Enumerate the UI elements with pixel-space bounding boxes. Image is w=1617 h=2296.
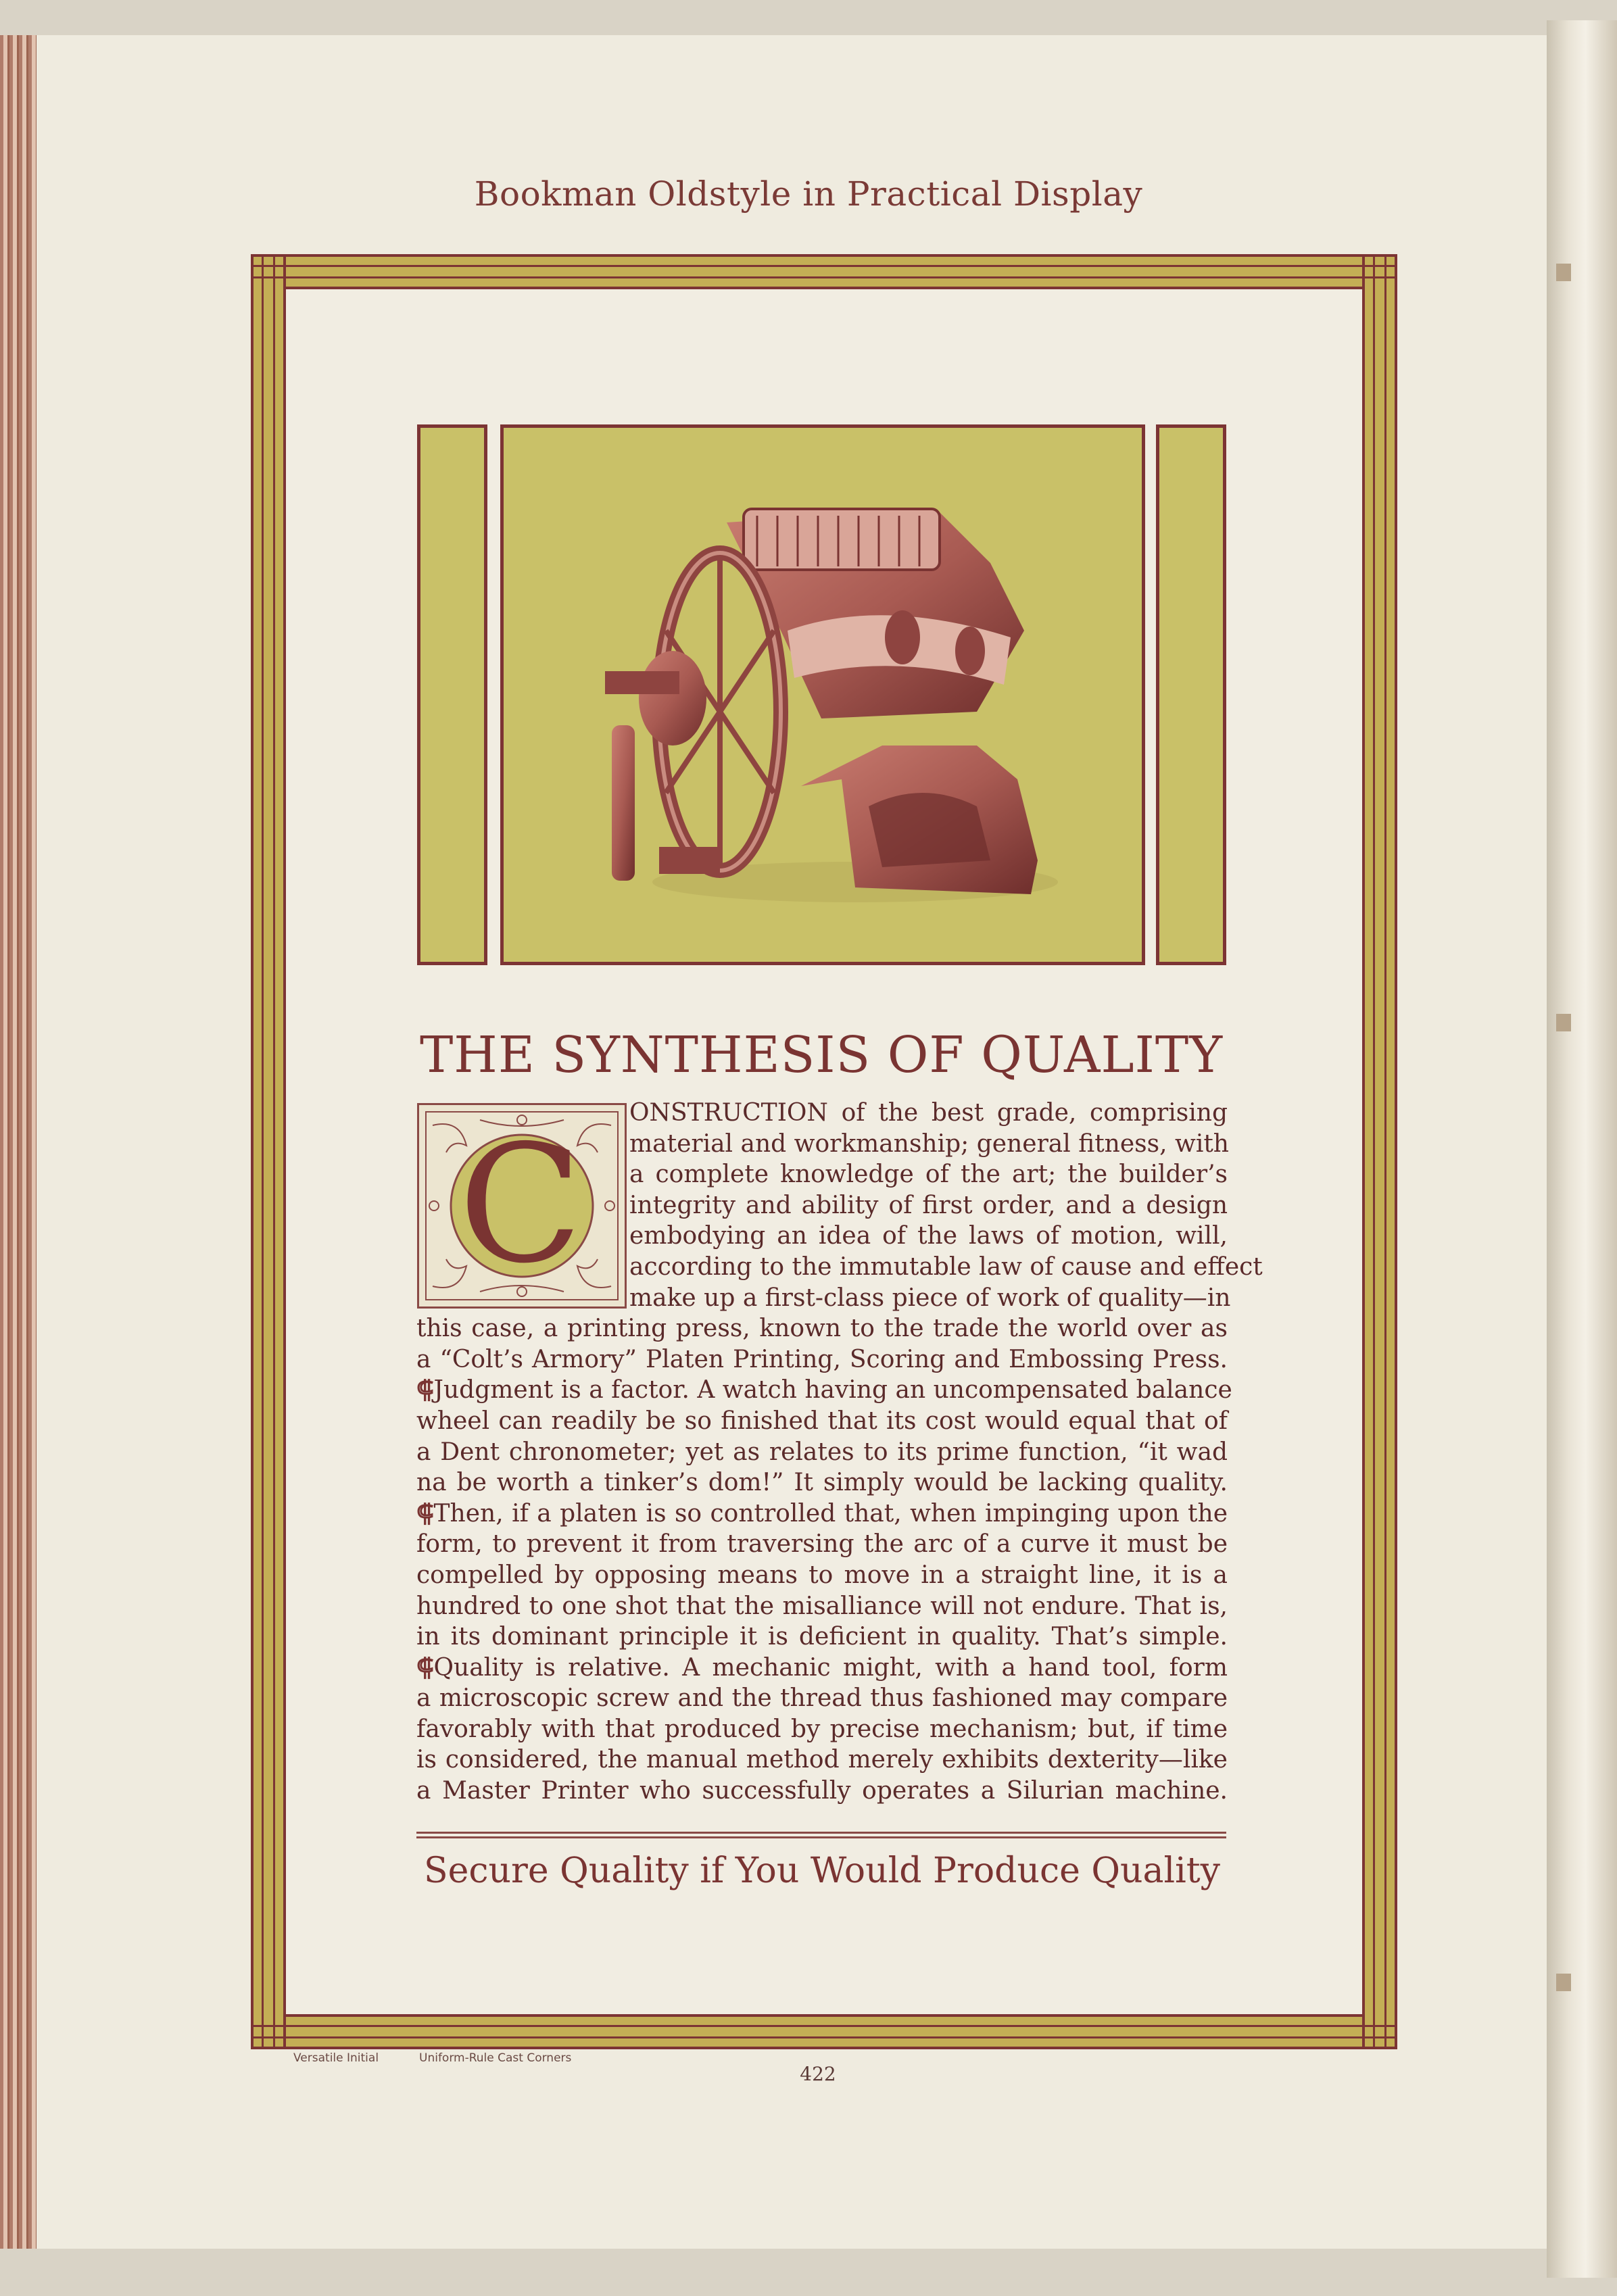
body-line — [416, 1683, 1228, 1714]
platen-press-icon — [504, 428, 1142, 962]
caption-initial: Versatile Initial — [293, 2051, 379, 2065]
body-line-text: make up a first-class piece of work of quality—in — [629, 1284, 1231, 1312]
body-line — [416, 1221, 1228, 1252]
body-line — [416, 1467, 1228, 1498]
frame-rule-right — [1362, 254, 1397, 2049]
headline: THE SYNTHESIS OF QUALITY — [419, 1026, 1224, 1084]
body-line — [416, 1159, 1228, 1190]
body-line — [416, 1529, 1228, 1560]
body-line-text: material and workmanship; general fitness, with — [629, 1129, 1229, 1158]
body-line-text: a Dent chronometer; yet as relates to its prime function, “it wad — [416, 1438, 1228, 1466]
caption-corners: Uniform-Rule Cast Corners — [419, 2051, 572, 2065]
page-number: 422 — [800, 2063, 836, 2085]
initial-letter: C — [458, 1110, 583, 1299]
book-page-edges-left — [0, 35, 37, 2249]
body-line — [416, 1591, 1228, 1622]
body-line — [416, 1560, 1228, 1591]
book-page-edges-right — [1547, 20, 1617, 2278]
body-line — [416, 1498, 1228, 1530]
binding-clip-icon — [1556, 264, 1571, 281]
body-line — [416, 1283, 1231, 1314]
body-line-text: a Master Printer who successfully operates a Silurian machine. — [416, 1777, 1228, 1805]
body-line-text: in its dominant principle it is deficient in quality. That’s simple. — [416, 1623, 1228, 1651]
body-line-text: Then, if a platen is so controlled that, when impinging upon the — [433, 1499, 1228, 1528]
body-line-text: ONSTRUCTION of the best grade, comprising — [629, 1099, 1228, 1127]
body-line — [416, 1129, 1228, 1160]
body-line-text: this case, a printing press, known to the trade the world over as — [416, 1315, 1228, 1343]
body-line-text: form, to prevent it from traversing the arc of a curve it must be — [416, 1530, 1228, 1559]
frame-rule-bottom — [251, 2014, 1397, 2049]
body-line-text: hundred to one shot that the misalliance will not endure. That is, — [416, 1592, 1228, 1620]
body-line-text: wheel can readily be so finished that its cost would equal that of — [416, 1407, 1228, 1435]
body-line — [416, 1344, 1228, 1375]
body-line-text: Judgment is a factor. A watch having an uncompensated balance — [433, 1376, 1232, 1405]
body-line — [416, 1098, 1228, 1129]
body-line — [416, 1744, 1228, 1776]
body-line — [416, 1252, 1263, 1283]
paragraph-mark-icon: ⸿ — [416, 1653, 434, 1682]
body-line-text: a complete knowledge of the art; the builder’s — [629, 1161, 1228, 1189]
binding-clip-icon — [1556, 1974, 1571, 1991]
body-line — [416, 1653, 1228, 1684]
body-line — [416, 1621, 1228, 1653]
body-line-text: na be worth a tinker’s dom!” It simply would be lacking quality. — [416, 1469, 1228, 1497]
body-line-text: a “Colt’s Armory” Platen Printing, Scoring and Embossing Press. — [416, 1345, 1228, 1373]
body-line-text: compelled by opposing means to move in a straight line, it is a — [416, 1561, 1228, 1589]
frame-rule-top — [251, 254, 1397, 289]
body-text — [416, 1098, 1263, 1807]
body-line — [416, 1313, 1228, 1344]
paragraph-mark-icon: ⸿ — [416, 1375, 434, 1405]
running-head: Bookman Oldstyle in Practical Display — [474, 174, 1143, 214]
body-line-text: a microscopic screw and the thread thus fashioned may compare — [416, 1684, 1228, 1713]
body-line-text: integrity and ability of first order, and a design — [629, 1191, 1228, 1219]
body-line — [416, 1375, 1232, 1406]
body-line-text: embodying an idea of the laws of motion, will, — [629, 1222, 1228, 1250]
body-line-text: according to the immutable law of cause and effect — [629, 1252, 1263, 1281]
paragraph-mark-icon: ⸿ — [416, 1498, 434, 1528]
body-line-text: Quality is relative. A mechanic might, with a hand tool, form — [433, 1653, 1228, 1682]
body-line-text: favorably with that produced by precise mechanism; but, if time — [416, 1715, 1228, 1743]
frame-rule-left — [251, 254, 286, 2049]
body-line — [416, 1406, 1228, 1437]
body-line-text: is considered, the manual method merely exhibits dexterity—like — [416, 1746, 1228, 1774]
printing-press-illustration — [500, 424, 1145, 965]
body-line — [416, 1190, 1228, 1221]
right-color-bar — [1156, 424, 1226, 965]
body-line — [416, 1776, 1228, 1807]
slogan: Secure Quality if You Would Produce Quality — [423, 1851, 1221, 1891]
binding-clip-icon — [1556, 1014, 1571, 1031]
body-line — [416, 1714, 1228, 1745]
body-line — [416, 1437, 1228, 1468]
left-color-bar — [417, 424, 487, 965]
double-rule-divider — [416, 1832, 1226, 1838]
